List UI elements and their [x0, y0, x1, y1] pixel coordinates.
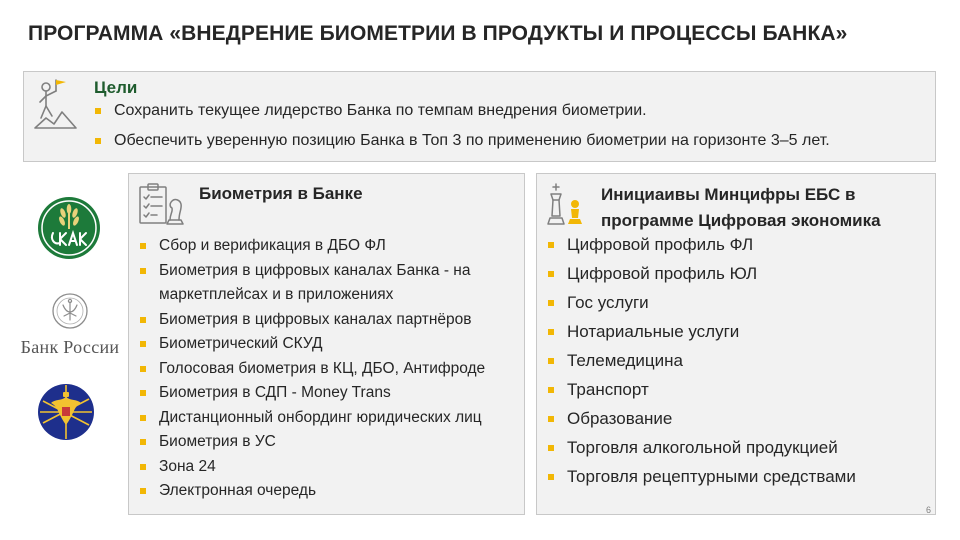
bank-item: Зона 24 [137, 455, 522, 480]
bank-item: Дистанционный онбординг юридических лиц [137, 406, 522, 431]
checklist-chess-icon [137, 182, 185, 233]
bank-of-russia-emblem-icon [50, 292, 90, 330]
mincifry-item: Торговля рецептурными средствами [545, 464, 856, 493]
mincifry-item: Гос услуги [545, 290, 856, 319]
mincifry-item: Цифровой профиль ФЛ [545, 232, 856, 261]
bank-of-russia-logo [18, 292, 122, 358]
goal-climber-icon [32, 78, 80, 135]
goals-panel [23, 71, 936, 162]
mincifry-item: Цифровой профиль ЮЛ [545, 261, 856, 290]
mincifry-item: Нотариальные услуги [545, 319, 856, 348]
bank-item: Биометрия в цифровых каналах партнёров [137, 308, 522, 333]
bank-item: Биометрия в УС [137, 430, 522, 455]
goals-list [92, 100, 830, 160]
bank-of-russia-label: Банк России [20, 337, 120, 357]
bank-item: Биометрический СКУД [137, 332, 522, 357]
mincifry-item: Образование [545, 406, 856, 435]
goals-heading: Цели [94, 78, 138, 97]
mincifry-heading: Инициаивы Минцифры ЕБС в программе Цифровая экономика [601, 185, 881, 230]
mincifry-item: Торговля алкогольной продукцией [545, 435, 856, 464]
mincifry-item: Телемедицина [545, 348, 856, 377]
sberbank-logo [36, 195, 102, 266]
goal-item: Обеспечить уверенную позицию Банка в Топ 3 по применению биометрии на горизонте 3–5 лет. [92, 130, 830, 160]
mincifry-item: Транспорт [545, 377, 856, 406]
bank-item: Сбор и верификация в ДБО ФЛ [137, 234, 522, 259]
page-title: ПРОГРАММА «ВНЕДРЕНИЕ БИОМЕТРИИ В ПРОДУКТЫ И ПРОЦЕССЫ БАНКА» [28, 22, 848, 45]
bank-item: Голосовая биометрия в КЦ, ДБО, Антифроде [137, 357, 522, 382]
chess-pieces-icon [543, 182, 587, 233]
bank-list [137, 234, 522, 504]
bank-biometrics-panel [128, 173, 525, 515]
ministry-emblem-logo [37, 383, 95, 446]
mincifry-list [545, 232, 856, 493]
bank-item: Биометрия в СДП - Money Trans [137, 381, 522, 406]
bank-item: Биометрия в цифровых каналах Банка - на маркетплейсах и в приложениях [137, 259, 522, 308]
mincifry-panel [536, 173, 936, 515]
bank-item: Электронная очередь [137, 479, 522, 504]
page-number: 6 [926, 505, 932, 515]
bank-heading: Биометрия в Банке [199, 184, 363, 203]
goal-item: Сохранить текущее лидерство Банка по темпам внедрения биометрии. [92, 100, 830, 130]
